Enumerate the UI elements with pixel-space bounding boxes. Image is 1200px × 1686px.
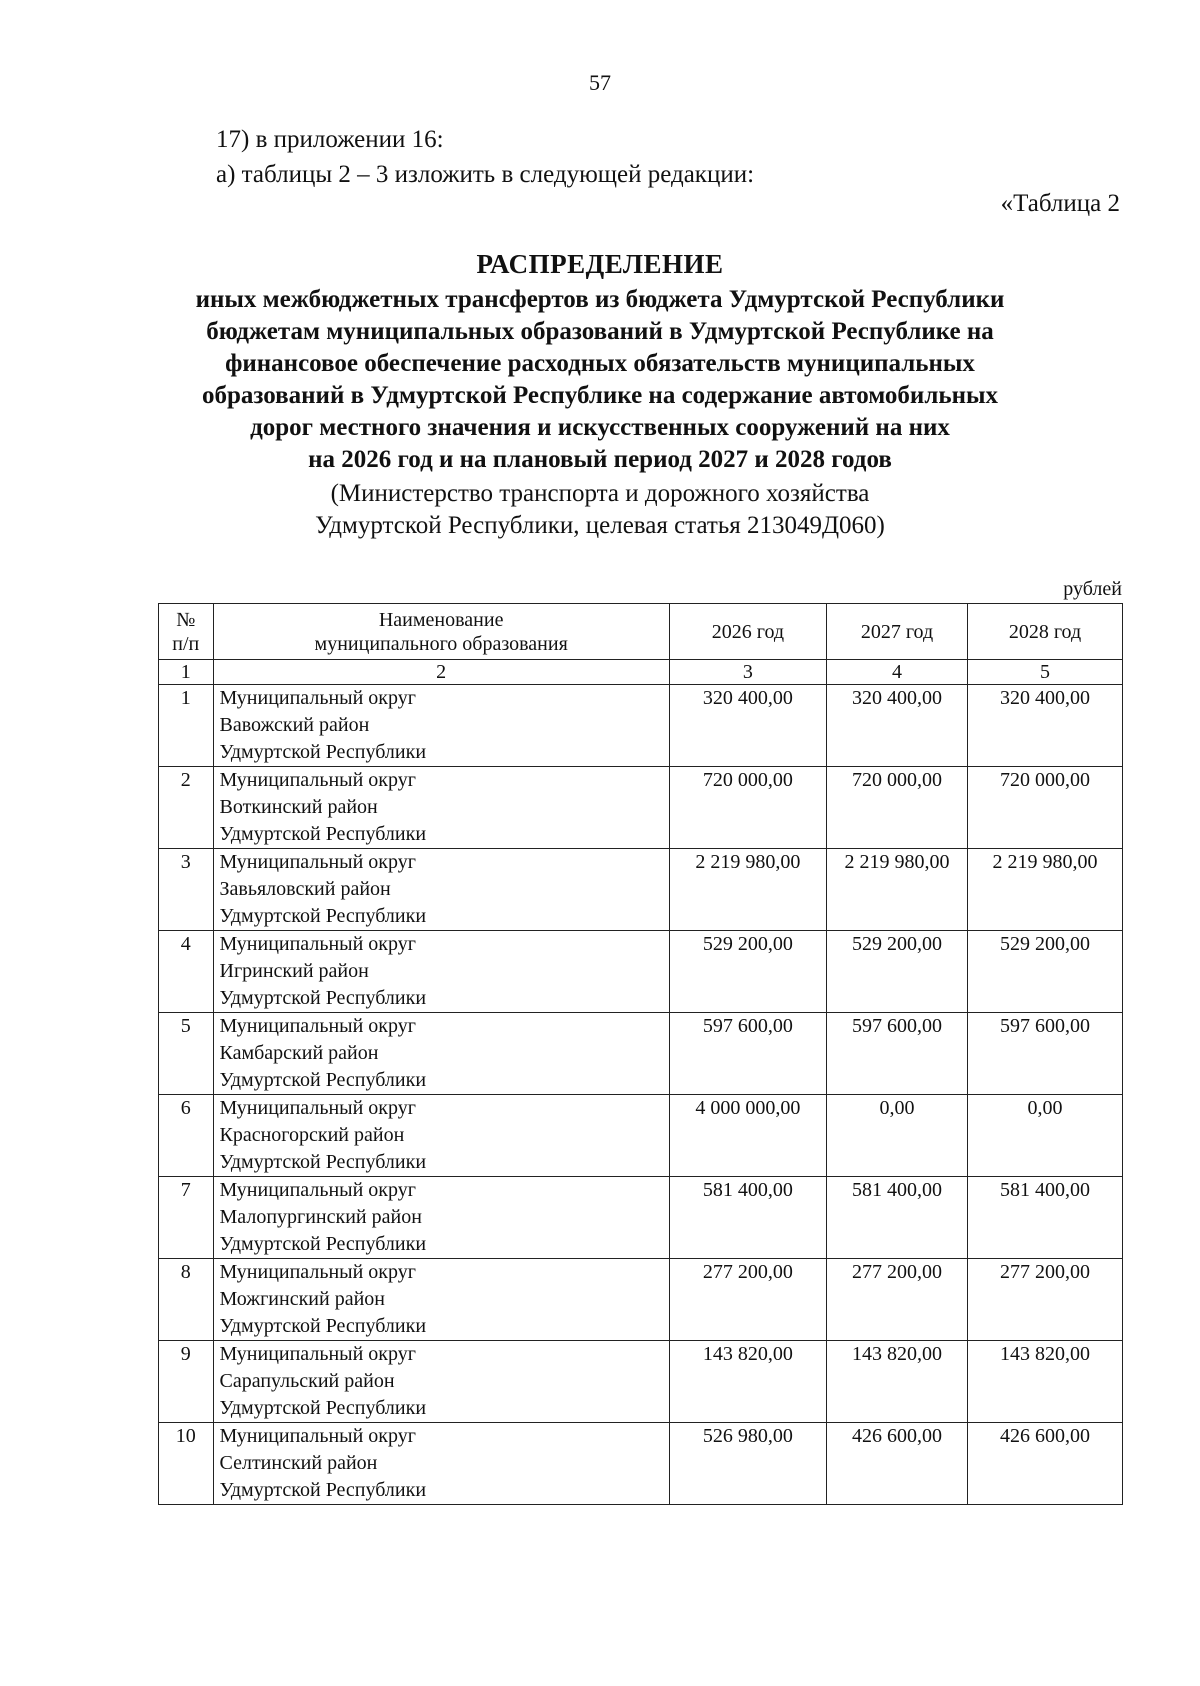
municipality-name-line: Удмуртской Республики — [219, 1397, 427, 1419]
amount-2028: 277 200,00 — [968, 1259, 1123, 1341]
amount-2026: 277 200,00 — [669, 1259, 826, 1341]
amount-2026: 2 219 980,00 — [669, 849, 826, 931]
table-row — [159, 1177, 1123, 1259]
amount-2027: 426 600,00 — [826, 1423, 967, 1505]
table-row — [159, 1341, 1123, 1423]
heading-line: бюджетам муниципальных образований в Удмуртской Республике на — [206, 318, 994, 345]
amount-2028: 0,00 — [968, 1095, 1123, 1177]
subheading-line: (Министерство транспорта и дорожного хозяйства — [330, 480, 870, 507]
municipality-name-line: Удмуртской Республики — [219, 1315, 427, 1337]
row-number: 4 — [159, 931, 214, 1013]
amount-2027: 277 200,00 — [826, 1259, 967, 1341]
row-number: 6 — [159, 1095, 214, 1177]
municipality-name — [213, 1423, 669, 1505]
table-row — [159, 767, 1123, 849]
amount-2027: 597 600,00 — [826, 1013, 967, 1095]
heading-line: образований в Удмуртской Республике на содержание автомобильных — [201, 382, 999, 409]
amount-2028: 720 000,00 — [968, 767, 1123, 849]
table-row — [159, 849, 1123, 931]
column-number: 1 — [159, 660, 214, 685]
row-number: 1 — [159, 685, 214, 767]
amount-2026: 526 980,00 — [669, 1423, 826, 1505]
heading-line: иных межбюджетных трансфертов из бюджета Удмуртской Республики — [195, 286, 1005, 313]
units-label: рублей — [1063, 578, 1122, 600]
municipality-name-line: Муниципальный округ — [219, 1343, 416, 1365]
page-number: 57 — [589, 70, 611, 95]
table-header-row — [159, 604, 1123, 660]
heading-line: дорог местного значения и искусственных сооружений на них — [250, 414, 950, 441]
municipality-name-line: Удмуртской Республики — [219, 987, 427, 1009]
amount-2028: 597 600,00 — [968, 1013, 1123, 1095]
table-body — [159, 685, 1123, 1505]
municipality-name-line: Муниципальный округ — [219, 1015, 416, 1037]
municipality-name-line: Удмуртской Республики — [219, 741, 427, 763]
subheading-line: Удмуртской Республики, целевая статья 213049Д060) — [315, 512, 885, 539]
amount-2028: 426 600,00 — [968, 1423, 1123, 1505]
row-number: 2 — [159, 767, 214, 849]
intro-line-instruction: а) таблицы 2 – 3 изложить в следующей редакции: — [216, 161, 755, 188]
municipality-name — [213, 849, 669, 931]
amount-2026: 597 600,00 — [669, 1013, 826, 1095]
municipality-name-line: Муниципальный округ — [219, 1179, 416, 1201]
row-number: 8 — [159, 1259, 214, 1341]
municipality-name-line: Малопургинский район — [219, 1206, 422, 1228]
row-number: 10 — [159, 1423, 214, 1505]
municipality-name-line: Воткинский район — [219, 796, 378, 818]
table-row — [159, 1423, 1123, 1505]
column-number: 3 — [669, 660, 826, 685]
amount-2027: 320 400,00 — [826, 685, 967, 767]
amount-2028: 320 400,00 — [968, 685, 1123, 767]
municipality-name-line: Игринский район — [219, 960, 369, 982]
row-number: 3 — [159, 849, 214, 931]
table-row — [159, 685, 1123, 767]
amount-2028: 581 400,00 — [968, 1177, 1123, 1259]
municipality-name-line: Камбарский район — [219, 1042, 379, 1064]
amount-2028: 2 219 980,00 — [968, 849, 1123, 931]
amount-2028: 529 200,00 — [968, 931, 1123, 1013]
column-number: 2 — [213, 660, 669, 685]
column-number: 5 — [968, 660, 1123, 685]
municipality-name-line: Муниципальный округ — [219, 1425, 416, 1447]
amount-2026: 320 400,00 — [669, 685, 826, 767]
municipality-name — [213, 1177, 669, 1259]
municipality-name-line: Можгинский район — [219, 1288, 385, 1310]
document-title: РАСПРЕДЕЛЕНИЕ — [476, 249, 724, 279]
header-2027: 2027 год — [826, 604, 967, 660]
amount-2026: 4 000 000,00 — [669, 1095, 826, 1177]
table-row — [159, 931, 1123, 1013]
municipality-name-line: Вавожский район — [219, 714, 370, 736]
column-number: 4 — [826, 660, 967, 685]
row-number: 9 — [159, 1341, 214, 1423]
municipality-name — [213, 1259, 669, 1341]
municipality-name-line: Удмуртской Республики — [219, 1069, 427, 1091]
header-name: Наименование муниципального образования — [213, 604, 669, 660]
municipality-name-line: Удмуртской Республики — [219, 1233, 427, 1255]
municipality-name-line: Муниципальный округ — [219, 1261, 416, 1283]
amount-2026: 143 820,00 — [669, 1341, 826, 1423]
amount-2027: 143 820,00 — [826, 1341, 967, 1423]
municipality-name-line: Сарапульский район — [219, 1370, 395, 1392]
header-2028: 2028 год — [968, 604, 1123, 660]
column-number-row — [159, 660, 1123, 685]
document-subheading — [100, 478, 1100, 542]
amount-2027: 720 000,00 — [826, 767, 967, 849]
municipality-name — [213, 1095, 669, 1177]
municipality-name-line: Красногорский район — [219, 1124, 405, 1146]
header-number: № п/п — [159, 604, 214, 660]
municipality-name — [213, 1341, 669, 1423]
municipality-name-line: Удмуртской Республики — [219, 905, 427, 927]
municipality-name-line: Завьяловский район — [219, 878, 391, 900]
municipality-name-line: Удмуртской Республики — [219, 1151, 427, 1173]
amount-2027: 0,00 — [826, 1095, 967, 1177]
municipality-name-line: Муниципальный округ — [219, 687, 416, 709]
municipality-name — [213, 767, 669, 849]
municipality-name-line: Удмуртской Республики — [219, 823, 427, 845]
municipality-name-line: Муниципальный округ — [219, 769, 416, 791]
table-caption: «Таблица 2 — [1000, 190, 1120, 217]
intro-line-appendix: 17) в приложении 16: — [216, 126, 444, 153]
municipality-name-line: Муниципальный округ — [219, 1097, 416, 1119]
row-number: 7 — [159, 1177, 214, 1259]
header-2026: 2026 год — [669, 604, 826, 660]
municipality-name-line: Муниципальный округ — [219, 851, 416, 873]
municipality-name — [213, 1013, 669, 1095]
row-number: 5 — [159, 1013, 214, 1095]
table-row — [159, 1013, 1123, 1095]
amount-2027: 529 200,00 — [826, 931, 967, 1013]
distribution-table — [158, 603, 1123, 1505]
amount-2026: 720 000,00 — [669, 767, 826, 849]
amount-2026: 581 400,00 — [669, 1177, 826, 1259]
municipality-name — [213, 685, 669, 767]
municipality-name-line: Селтинский район — [219, 1452, 378, 1474]
amount-2028: 143 820,00 — [968, 1341, 1123, 1423]
amount-2027: 581 400,00 — [826, 1177, 967, 1259]
document-heading — [100, 284, 1100, 476]
municipality-name — [213, 931, 669, 1013]
table-row — [159, 1259, 1123, 1341]
heading-line: финансовое обеспечение расходных обязательств муниципальных — [225, 350, 975, 377]
heading-line: на 2026 год и на плановый период 2027 и 2028 годов — [308, 446, 892, 473]
amount-2026: 529 200,00 — [669, 931, 826, 1013]
table-row — [159, 1095, 1123, 1177]
amount-2027: 2 219 980,00 — [826, 849, 967, 931]
municipality-name-line: Муниципальный округ — [219, 933, 416, 955]
municipality-name-line: Удмуртской Республики — [219, 1479, 427, 1501]
